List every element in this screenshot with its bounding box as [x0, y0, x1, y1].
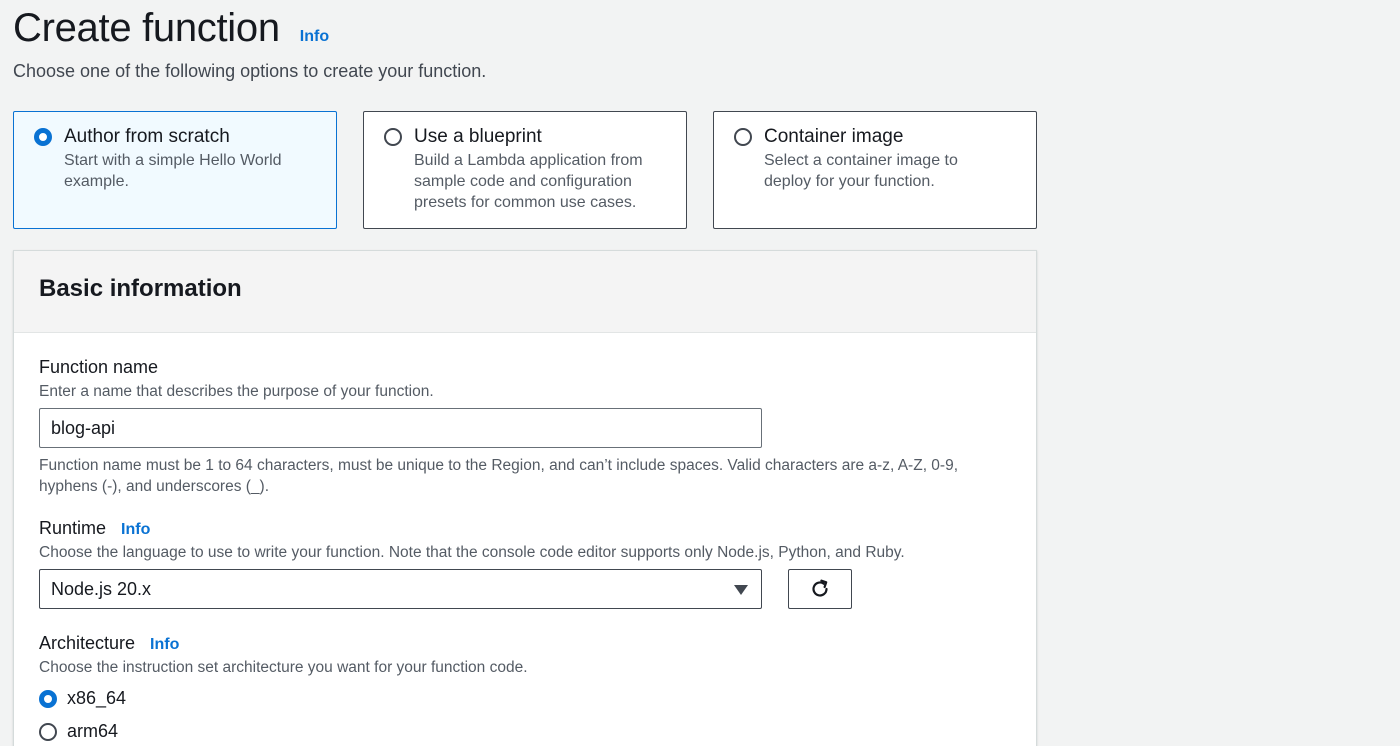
refresh-runtimes-button[interactable] — [788, 569, 852, 609]
option-container-image[interactable] — [713, 111, 1037, 229]
option-description: Build a Lambda application from sample code and configuration presets for common use cases. — [414, 152, 643, 211]
option-use-a-blueprint[interactable] — [363, 111, 687, 229]
creation-options — [13, 111, 1037, 229]
architecture-label — [39, 633, 179, 654]
page-header — [13, 6, 329, 51]
function-name-input[interactable]: blog-api — [39, 408, 762, 448]
architecture-option-arm64[interactable] — [39, 721, 118, 742]
refresh-icon — [809, 578, 831, 600]
radio-unselected-icon[interactable] — [39, 723, 57, 741]
function-name-label — [39, 357, 158, 378]
page-title: Create function — [13, 6, 280, 50]
architecture-option-label: arm64 — [67, 721, 119, 741]
option-description: Start with a simple Hello World example. — [64, 152, 282, 190]
radio-unselected-icon[interactable] — [734, 128, 752, 146]
option-title: Use a blueprint — [414, 126, 542, 147]
runtime-label-text: Runtime — [39, 518, 107, 538]
title-info-link[interactable]: Info — [299, 28, 330, 45]
caret-down-icon — [734, 585, 748, 595]
radio-selected-icon[interactable] — [39, 690, 57, 708]
option-author-from-scratch[interactable] — [13, 111, 337, 229]
architecture-info-link[interactable]: Info — [150, 636, 180, 653]
architecture-description: Choose the instruction set architecture you want for your function code. — [39, 659, 528, 676]
runtime-description: Choose the language to use to write your function. Note that the console code editor supports only Node.js, Python, and Ruby. — [39, 544, 905, 561]
option-description: Select a container image to deploy for your function. — [764, 152, 958, 190]
runtime-select[interactable] — [39, 569, 762, 609]
function-name-label-text: Function name — [39, 357, 159, 377]
panel-header — [14, 251, 1036, 333]
runtime-info-link[interactable]: Info — [121, 521, 151, 538]
page-description: Choose one of the following options to create your function. — [13, 61, 487, 81]
runtime-label — [39, 518, 150, 539]
radio-unselected-icon[interactable] — [384, 128, 402, 146]
runtime-selected-value: Node.js 20.x — [51, 579, 152, 599]
option-title: Container image — [764, 126, 904, 147]
architecture-option-label: x86_64 — [67, 688, 127, 708]
radio-selected-icon[interactable] — [34, 128, 52, 146]
architecture-option-x86-64[interactable] — [39, 688, 126, 709]
option-title: Author from scratch — [64, 126, 230, 147]
panel-title: Basic information — [39, 275, 242, 302]
basic-information-panel — [13, 250, 1037, 746]
function-name-description: Enter a name that describes the purpose of your function. — [39, 383, 434, 400]
architecture-label-text: Architecture — [39, 633, 136, 653]
function-name-constraint: Function name must be 1 to 64 characters, must be unique to the Region, and can’t include spaces. Valid characters are a-z, A-Z, 0-9, hyphens (-), and underscores (_). — [39, 457, 959, 495]
